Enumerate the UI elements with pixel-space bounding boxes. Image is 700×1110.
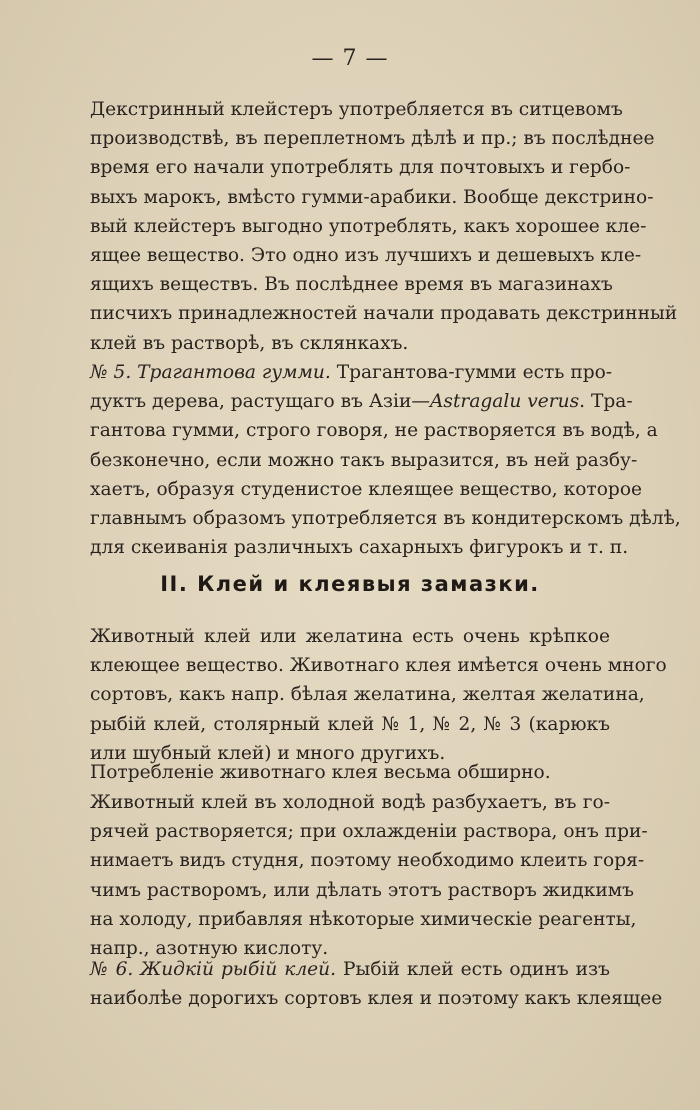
- paragraph-swelling: [90, 788, 648, 963]
- text-line: Животный клей или желатина есть очень крѣпкое: [90, 626, 610, 647]
- section-heading: II. Клей и клеявыя замазки.: [160, 572, 540, 596]
- text-line: гантова гумми, строго говоря, не растворяется въ водѣ, а: [90, 420, 658, 442]
- text-line: [90, 955, 610, 984]
- text-line: ящее вещество. Это одно изъ лучшихъ и дешевыхъ кле-: [90, 244, 642, 266]
- paragraph-tragacanth: [90, 358, 681, 562]
- text-line: безконечно, если можно такъ выразится, въ ней разбу-: [90, 449, 638, 471]
- text-line: клей въ растворѣ, въ склянкахъ.: [90, 332, 409, 354]
- text-run: дуктъ дерева, растущаго въ Азіи—: [90, 391, 430, 413]
- text-line: наиболѣе дорогихъ сортовъ клея и поэтому какъ клеящее: [90, 988, 663, 1010]
- text-line: хаетъ, образуя студенистое клеящее вещество, которое: [90, 478, 643, 500]
- text-line: на холоду, прибавляя нѣкоторые химическіе реагенты,: [90, 908, 637, 930]
- page-number: — 7 —: [311, 46, 389, 71]
- text-line: Потребленіе животнаго клея весьма обширно.: [90, 762, 551, 783]
- text-run: . Тра-: [579, 391, 633, 413]
- entry-label: № 5. Трагантова гумми.: [90, 362, 331, 383]
- entry-label: № 6. Жидкій рыбій клей.: [90, 959, 337, 980]
- text-line: нимаетъ видъ студня, поэтому необходимо клеить горя-: [90, 850, 645, 872]
- text-line: писчихъ принадлежностей начали продавать декстринный: [90, 303, 678, 325]
- text-line: время его начали употреблять для почтовыхъ и гербо-: [90, 157, 631, 179]
- text-line: выхъ марокъ, вмѣсто гумми-арабики. Вообще декстрино-: [90, 186, 654, 208]
- paragraph-dextrin-paste: [90, 95, 678, 358]
- text-run: Рыбій клей есть одинъ изъ: [336, 959, 610, 980]
- text-line: рячей растворяется; при охлажденіи раствора, онъ при-: [90, 821, 648, 843]
- text-line: [90, 358, 613, 387]
- paragraph-animal-glue: [90, 622, 667, 768]
- text-line: напр., азотную кислоту.: [90, 937, 329, 959]
- paragraph-fish-glue: [90, 955, 663, 1013]
- latin-name: Astragalu verus: [429, 391, 580, 413]
- text-line: Декстринный клейстеръ употребляется въ ситцевомъ: [90, 99, 623, 120]
- text-line: клеющее вещество. Животнаго клея имѣется очень много: [90, 655, 667, 677]
- paragraph-consumption: [90, 758, 610, 787]
- text-line: рыбій клей, столярный клей № 1, № 2, № 3 (карюкъ: [90, 713, 610, 735]
- text-line: чимъ растворомъ, или дѣлать этотъ раствоpъ жидкимъ: [90, 879, 635, 901]
- text-line: или шубный клей) и много другихъ.: [90, 742, 446, 764]
- text-line: ящихъ веществъ. Въ послѣднее время въ магазинахъ: [90, 274, 613, 296]
- text-line: главнымъ образомъ употребляется въ кондитерскомъ дѣлѣ,: [90, 507, 681, 529]
- text-line: сортовъ, какъ напр. бѣлая желатина, желтая желатина,: [90, 684, 645, 706]
- text-run: Трагантова-гумми есть про-: [330, 362, 613, 383]
- text-line: Животный клей въ холодной водѣ разбухаетъ, въ го-: [90, 792, 610, 813]
- text-line: для скеиванія различныхъ сахарныхъ фигурокъ и т. п.: [90, 537, 629, 559]
- text-line: [90, 387, 633, 416]
- text-line: производствѣ, въ переплетномъ дѣлѣ и пр.; въ послѣднее: [90, 128, 655, 150]
- text-line: вый клейстеръ выгодно употреблять, какъ хорошее кле-: [90, 215, 647, 237]
